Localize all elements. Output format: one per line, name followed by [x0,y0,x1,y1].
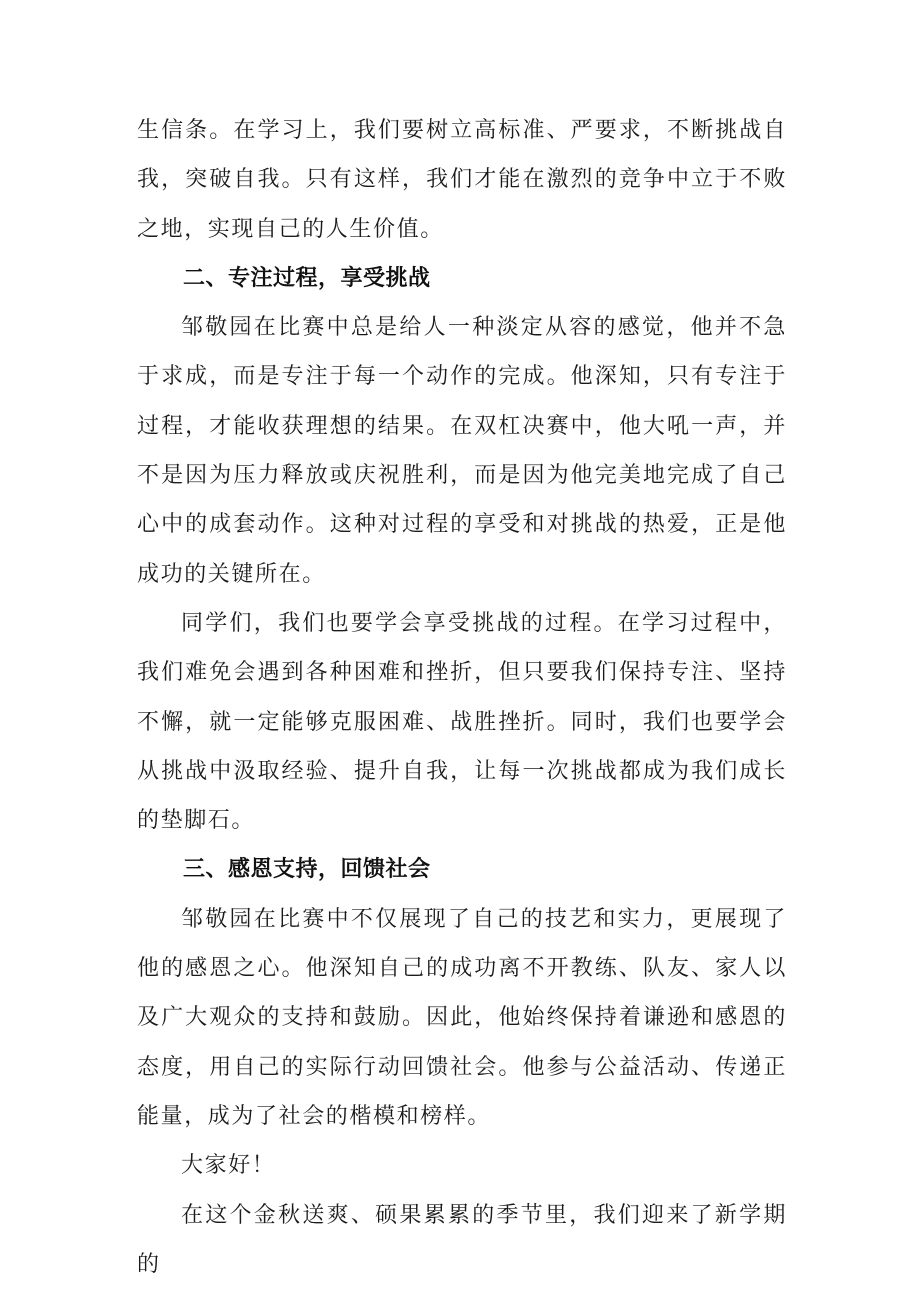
paragraph-life-creed: 生信条。在学习上，我们要树立高标准、严要求，不断挑战自我，突破自我。只有这样，我们才能在激烈的竞争中立于不败之地，实现自己的人生价值。 [137,118,787,242]
section-heading-focus-process: 二、专注过程，享受挑战 [183,265,431,291]
document-body [137,106,787,1289]
paragraph-zou-gratitude: 邹敬园在比赛中不仅展现了自己的技艺和实力，更展现了他的感恩之心。他深知自己的成功离不开教练、队友、家人以及广大观众的支持和鼓励。因此，他始终保持着谦逊和感恩的态度，用自己的实际行动回馈社会。他参与公益活动、传递正能量，成为了社会的楷模和榜样。 [137,906,787,1129]
paragraph-autumn-opening: 在这个金秋送爽、硕果累累的季节里，我们迎来了新学期的 [137,1202,787,1277]
paragraph-students-enjoy-challenge: 同学们，我们也要学会享受挑战的过程。在学习过程中，我们难免会遇到各种困难和挫折，但只要我们保持专注、坚持不懈，就一定能够克服困难、战胜挫折。同时，我们也要学会从挑战中汲取经验、提升自我，让每一次挑战都成为我们成长的垫脚石。 [137,610,787,834]
paragraph-zou-focus: 邹敬园在比赛中总是给人一种淡定从容的感觉，他并不急于求成，而是专注于每一个动作的完成。他深知，只有专注于过程，才能收获理想的结果。在双杠决赛中，他大吼一声，并不是因为压力释放或庆祝胜利，而是因为他完美地完成了自己心中的成套动作。这种对过程的享受和对挑战的热爱，正是他成功的关键所在。 [137,315,787,587]
section-heading-gratitude: 三、感恩支持，回馈社会 [183,857,431,883]
paragraph-greeting: 大家好！ [181,1153,276,1179]
